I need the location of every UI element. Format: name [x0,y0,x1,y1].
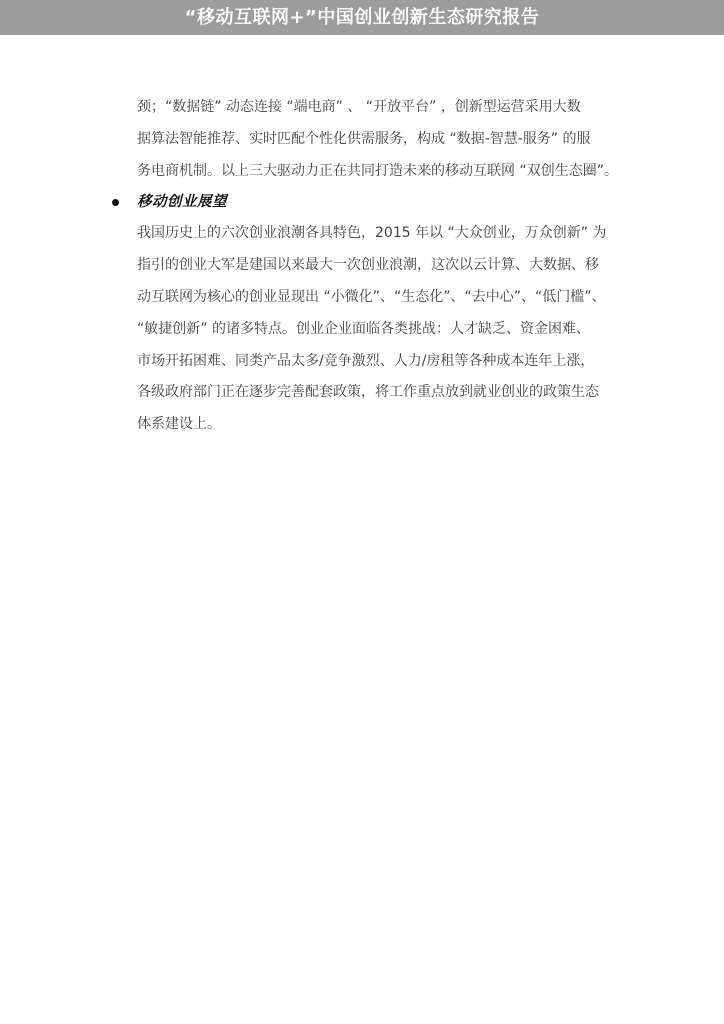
paragraph-line: 务电商机制。以上三大驱动力正在共同打造未来的移动互联网 “双创生态圈”。 [137,162,618,179]
bullet-icon [112,199,119,206]
intro-paragraph [137,92,627,187]
page-content [137,92,627,441]
section-paragraph [137,218,627,441]
paragraph-line: 各级政府部门正在逐步完善配套政策，将工作重点放到就业创业的政策生态 [137,384,599,401]
page-header-bar [0,0,724,35]
paragraph-line: 颈；“数据链” 动态连接 “端电商” 、 “开放平台” ，创新型运营采用大数 [137,99,581,115]
paragraph-line: 体系建设上。 [137,416,221,433]
section-heading [137,187,627,218]
paragraph-line: 动互联网为核心的创业显现出 “小微化”、“生态化”、“去中心”、“低门槛”、 [137,288,606,305]
paragraph-line: “敏捷创新” 的诸多特点。创业企业面临各类挑战：人才缺乏、资金困难、 [137,320,590,337]
section-heading-text: 移动创业展望 [137,194,227,211]
paragraph-line: 市场开拓困难、同类产品太多/竞争激烈、人力/房租等各种成本连年上涨， [137,352,595,369]
paragraph-line: 我国历史上的六次创业浪潮各具特色，2015 年以 “大众创业，万众创新” 为 [137,225,607,242]
paragraph-line: 据算法智能推荐、实时匹配个性化供需服务，构成 “数据-智慧-服务” 的服 [137,130,591,147]
paragraph-line: 指引的创业大军是建国以来最大一次创业浪潮，这次以云计算、大数据、移 [137,257,599,274]
report-title: “移动互联网+”中国创业创新生态研究报告 [184,7,540,28]
